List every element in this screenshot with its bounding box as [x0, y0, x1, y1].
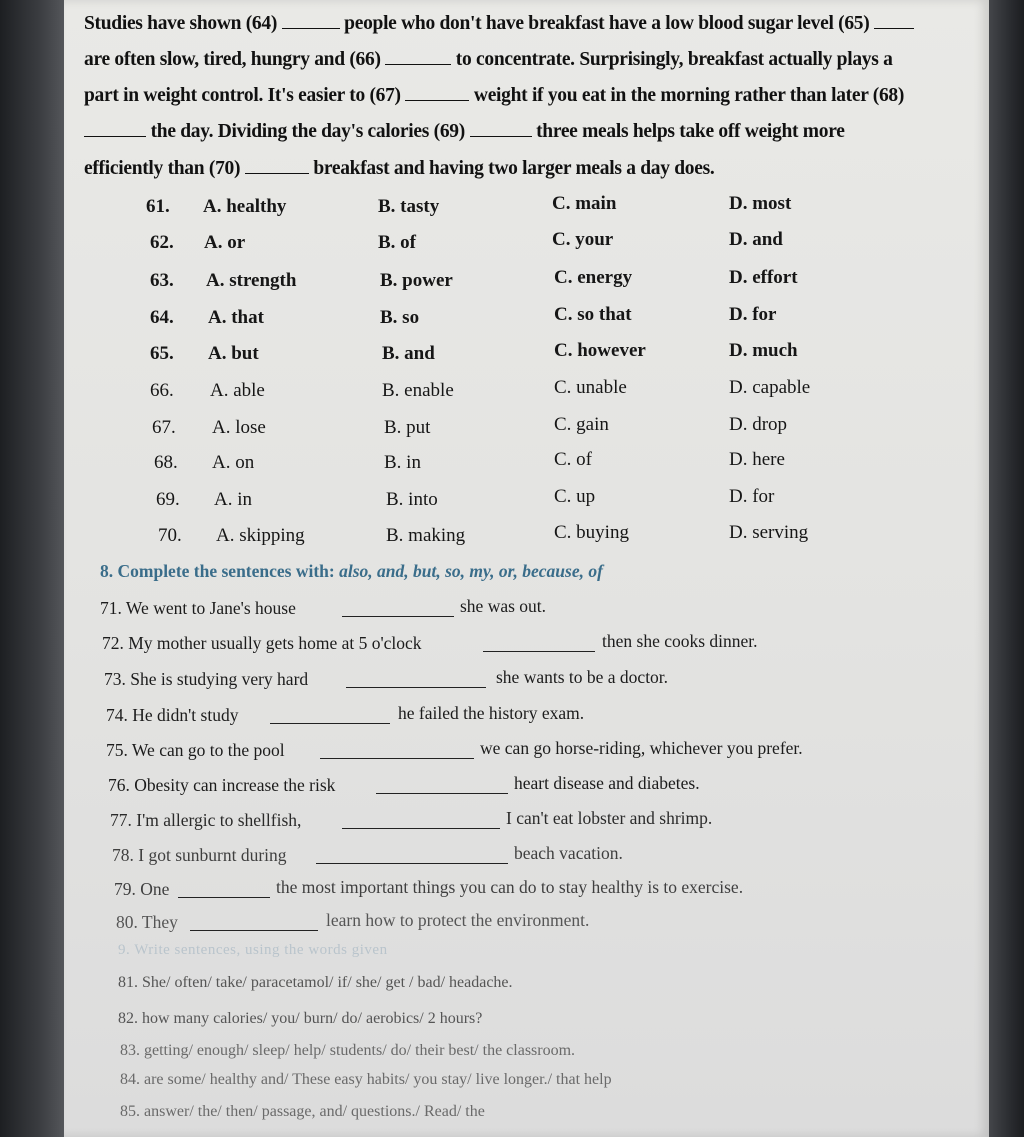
passage-text: Studies have shown (64): [84, 13, 278, 34]
sentence-end: she was out.: [460, 596, 547, 616]
option-d: D. effort: [729, 267, 798, 288]
option-c: C. unable: [554, 377, 627, 398]
passage-text: breakfast and having two larger meals a day does.: [313, 158, 715, 179]
option-d: D. much: [729, 340, 798, 361]
sentence-prompt: 84. are some/ healthy and/ These easy habits/ you stay/ live longer./ that help: [120, 1071, 612, 1088]
option-a: A. in: [214, 489, 252, 510]
option-b: B. in: [384, 452, 421, 473]
question-number: 70.: [158, 525, 182, 546]
option-d: D. for: [729, 486, 775, 507]
option-c: C. buying: [554, 522, 629, 543]
answer-blank: [874, 27, 914, 29]
answer-blank[interactable]: [346, 673, 486, 688]
sentence-end: the most important things you can do to stay healthy is to exercise.: [276, 877, 744, 897]
answer-blank[interactable]: [270, 709, 390, 724]
option-c: C. main: [552, 193, 617, 214]
option-c: C. up: [554, 486, 596, 507]
answer-blank: [84, 135, 146, 137]
option-b: B. enable: [382, 380, 454, 401]
option-a: A. skipping: [216, 525, 305, 546]
option-a: A. strength: [206, 270, 297, 291]
monitor-bezel-right: [989, 0, 1024, 1137]
sentence-end: beach vacation.: [514, 843, 623, 863]
passage-line: [84, 158, 714, 180]
question-number: 61.: [146, 196, 170, 217]
option-a: A. able: [210, 380, 265, 401]
sentence-end: she wants to be a doctor.: [496, 667, 669, 687]
sentence-end: then she cooks dinner.: [602, 631, 758, 651]
passage-line: [84, 49, 893, 71]
sentence-end: he failed the history exam.: [398, 703, 585, 723]
question-number: 65.: [150, 343, 174, 364]
answer-blank[interactable]: [320, 744, 474, 759]
option-b: B. and: [382, 343, 435, 364]
option-c: C. however: [554, 340, 646, 361]
option-d: D. drop: [729, 414, 788, 435]
question-number: 63.: [150, 270, 174, 291]
answer-blank: [282, 27, 340, 29]
option-c: C. your: [552, 229, 614, 250]
option-b: B. tasty: [378, 196, 440, 217]
answer-blank: [470, 135, 532, 137]
sentence-start: 77. I'm allergic to shellfish,: [110, 810, 302, 830]
sentence-end: learn how to protect the environment.: [326, 910, 590, 930]
option-a: A. lose: [212, 417, 266, 438]
option-b: B. into: [386, 489, 438, 510]
option-b: B. so: [380, 307, 420, 328]
sentence-end: I can't eat lobster and shrimp.: [506, 808, 713, 828]
option-d: D. capable: [729, 377, 811, 398]
sentence-prompt: 85. answer/ the/ then/ passage, and/ questions./ Read/ the: [120, 1103, 485, 1120]
sentence-start: 76. Obesity can increase the risk: [108, 775, 336, 795]
sentence-start: 73. She is studying very hard: [104, 669, 309, 689]
sentence-start: 78. I got sunburnt during: [112, 845, 287, 865]
option-d: D. most: [729, 193, 792, 214]
question-number: 62.: [150, 232, 174, 253]
sentence-end: heart disease and diabetes.: [514, 773, 700, 793]
sentence-start: 72. My mother usually gets home at 5 o'clock: [102, 633, 422, 653]
question-number: 68.: [154, 452, 178, 473]
option-a: A. or: [204, 232, 246, 253]
sentence-start: 79. One: [114, 879, 170, 899]
answer-blank[interactable]: [178, 883, 270, 898]
sentence-start: 80. They: [116, 912, 178, 932]
passage-text: to concentrate. Surprisingly, breakfast actually plays a: [455, 49, 893, 70]
sentence-prompt: 82. how many calories/ you/ burn/ do/ aerobics/ 2 hours?: [118, 1010, 483, 1027]
sentence-end: we can go horse-riding, whichever you prefer.: [480, 738, 803, 758]
answer-blank[interactable]: [483, 637, 595, 652]
passage-line: [84, 121, 845, 143]
sentence-start: 75. We can go to the pool: [106, 740, 285, 760]
answer-blank: [405, 99, 469, 101]
section-8-heading: [100, 561, 603, 582]
question-number: 69.: [156, 489, 180, 510]
option-a: A. on: [212, 452, 255, 473]
option-a: A. but: [208, 343, 259, 364]
option-c: C. of: [554, 449, 592, 470]
passage-text: weight if you eat in the morning rather than later (68): [473, 85, 905, 106]
question-number: 67.: [152, 417, 176, 438]
passage-text: part in weight control. It's easier to (67): [84, 85, 401, 106]
option-b: B. power: [380, 270, 453, 291]
answer-blank[interactable]: [342, 602, 454, 617]
answer-blank: [245, 172, 309, 174]
answer-blank[interactable]: [376, 779, 508, 794]
section-heading-text: 8. Complete the sentences with:: [100, 561, 335, 581]
answer-blank[interactable]: [316, 849, 508, 864]
monitor-bezel-left: [0, 0, 64, 1137]
option-d: D. serving: [729, 522, 809, 543]
option-d: D. for: [729, 304, 777, 325]
option-d: D. and: [729, 229, 783, 250]
option-a: A. that: [208, 307, 264, 328]
passage-text: are often slow, tired, hungry and (66): [84, 49, 381, 70]
option-c: C. gain: [554, 414, 609, 435]
passage-line: [84, 13, 914, 35]
option-b: B. making: [386, 525, 466, 546]
answer-blank[interactable]: [342, 814, 500, 829]
passage-text: people who don't have breakfast have a low blood sugar level (65): [344, 13, 870, 34]
answer-blank: [385, 63, 451, 65]
word-bank: also, and, but, so, my, or, because, of: [339, 561, 603, 581]
option-b: B. of: [378, 232, 416, 253]
passage-text: efficiently than (70): [84, 158, 241, 179]
sentence-start: 71. We went to Jane's house: [100, 598, 296, 618]
option-b: B. put: [384, 417, 431, 438]
question-number: 66.: [150, 380, 174, 401]
passage-text: three meals helps take off weight more: [536, 121, 845, 142]
sentence-start: 74. He didn't study: [106, 705, 239, 725]
sentence-prompt: 81. She/ often/ take/ paracetamol/ if/ she/ get / bad/ headache.: [118, 974, 513, 991]
passage-line: [84, 85, 904, 107]
option-c: C. energy: [554, 267, 633, 288]
option-c: C. so that: [554, 304, 632, 325]
answer-blank[interactable]: [190, 916, 318, 931]
sentence-prompt: 83. getting/ enough/ sleep/ help/ students/ do/ their best/ the classroom.: [120, 1042, 576, 1059]
option-d: D. here: [729, 449, 785, 470]
passage-text: the day. Dividing the day's calories (69): [150, 121, 465, 142]
question-number: 64.: [150, 307, 174, 328]
option-a: A. healthy: [203, 196, 287, 217]
section-9-heading: 9. Write sentences, using the words given: [118, 942, 388, 958]
